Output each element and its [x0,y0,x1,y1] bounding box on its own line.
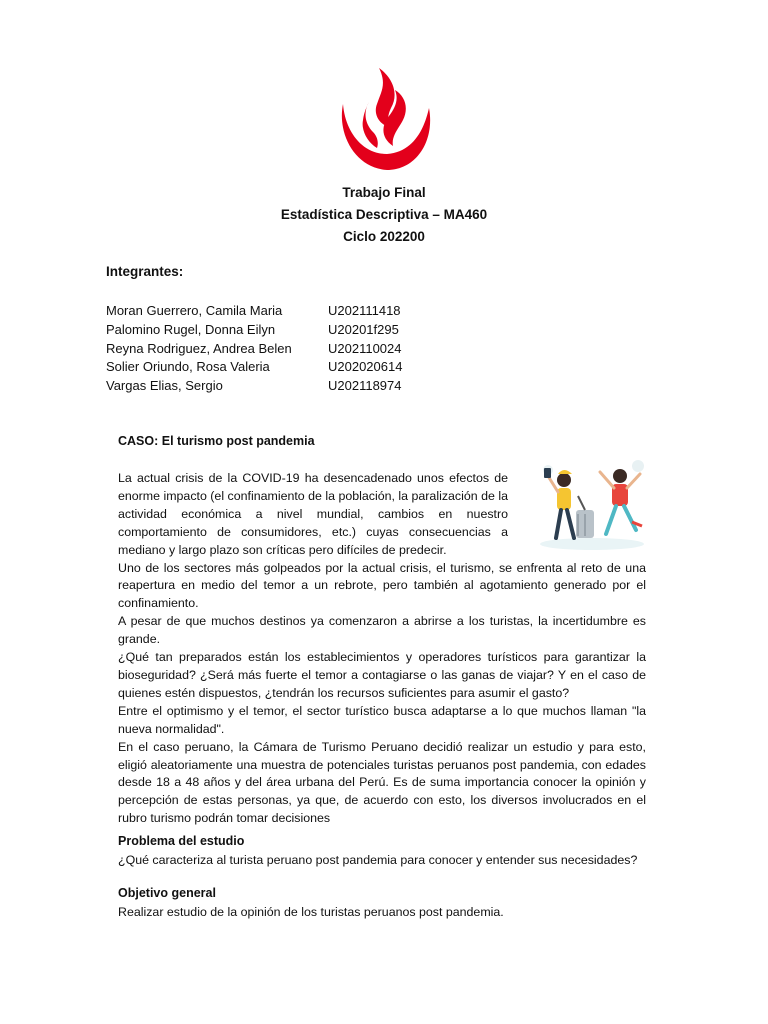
member-code: U202111418 [328,303,401,318]
member-name: Palomino Rugel, Donna Eilyn [106,321,276,337]
university-logo-icon [333,64,437,174]
member-code: U20201f295 [328,321,399,337]
member-code: U202020614 [328,359,403,375]
objective-heading: Objetivo general [118,886,216,900]
problem-text: ¿Qué caracteriza al turista peruano post pandemia para conocer y entender sus necesidades? [118,853,638,867]
case-paragraph: En el caso peruano, la Cámara de Turismo Peruano decidió realizar un estudio y para esto, eligió aleatoriamente una muestra de potenciales turistas peruanos post pandemia, con edades desde 18 a 48 años y del área urbana del Perú. Es de suma importancia conocer la opinión y percepción de estas personas, ya que, de acuerdo con esto, los diversos involucrados en el rubro turismo podrán tomar decisiones [118,739,646,826]
problem-heading: Problema del estudio [118,834,245,848]
case-paragraph: A pesar de que muchos destinos ya comenzaron a abrirse a los turistas, la incertidumbre es grande. [118,614,646,647]
member-code: U202110024 [328,340,402,356]
case-title: CASO: El turismo post pandemia [118,434,315,448]
document-title: Trabajo Final [342,185,426,200]
case-body [118,470,646,828]
member-row [106,321,402,340]
case-paragraph: Uno de los sectores más golpeados por la actual crisis, el turismo, se enfrenta al reto de una reapertura en medio del temor a un rebrote, pero también al agotamiento generado por el confinamiento. [118,560,646,611]
member-row [106,340,402,359]
members-heading: Integrantes: [106,264,184,279]
course-name: Estadística Descriptiva – MA460 [280,207,488,222]
term: Ciclo 202200 [343,229,425,244]
member-row [106,377,402,396]
case-paragraph: Entre el optimismo y el temor, el sector turístico busca adaptarse a lo que muchos llaman "la nueva normalidad". [118,703,646,736]
case-intro-paragraph: La actual crisis de la COVID-19 ha desencadenado unos efectos de enorme impacto (el confinamiento de la población, la paralización de la actividad económica a nivel mundial, cambios en nuestro comportamiento de consumidores, etc.) cuyas consecuencias a mediano y largo plazo son críticas pero difíciles de predecir. [118,471,508,557]
member-name: Reyna Rodriguez, Andrea Belen [106,340,292,356]
member-code: U202118974 [328,378,402,394]
member-row [106,302,402,321]
members-list [106,302,402,396]
member-name: Vargas Elias, Sergio [106,378,223,394]
member-row [106,358,402,377]
member-name: Solier Oriundo, Rosa Valeria [106,359,270,375]
case-paragraph: ¿Qué tan preparados están los establecimientos y operadores turísticos para garantizar la bioseguridad? ¿Será más fuerte el temor a contagiarse o las ganas de viajar? Y en el caso de quienes estén dispuestos, ¿tendrán los recursos suficientes para asumir el gasto? [118,650,646,700]
title-block [0,182,768,248]
objective-text: Realizar estudio de la opinión de los turistas peruanos post pandemia. [118,905,504,919]
member-name: Moran Guerrero, Camila Maria [106,303,283,318]
